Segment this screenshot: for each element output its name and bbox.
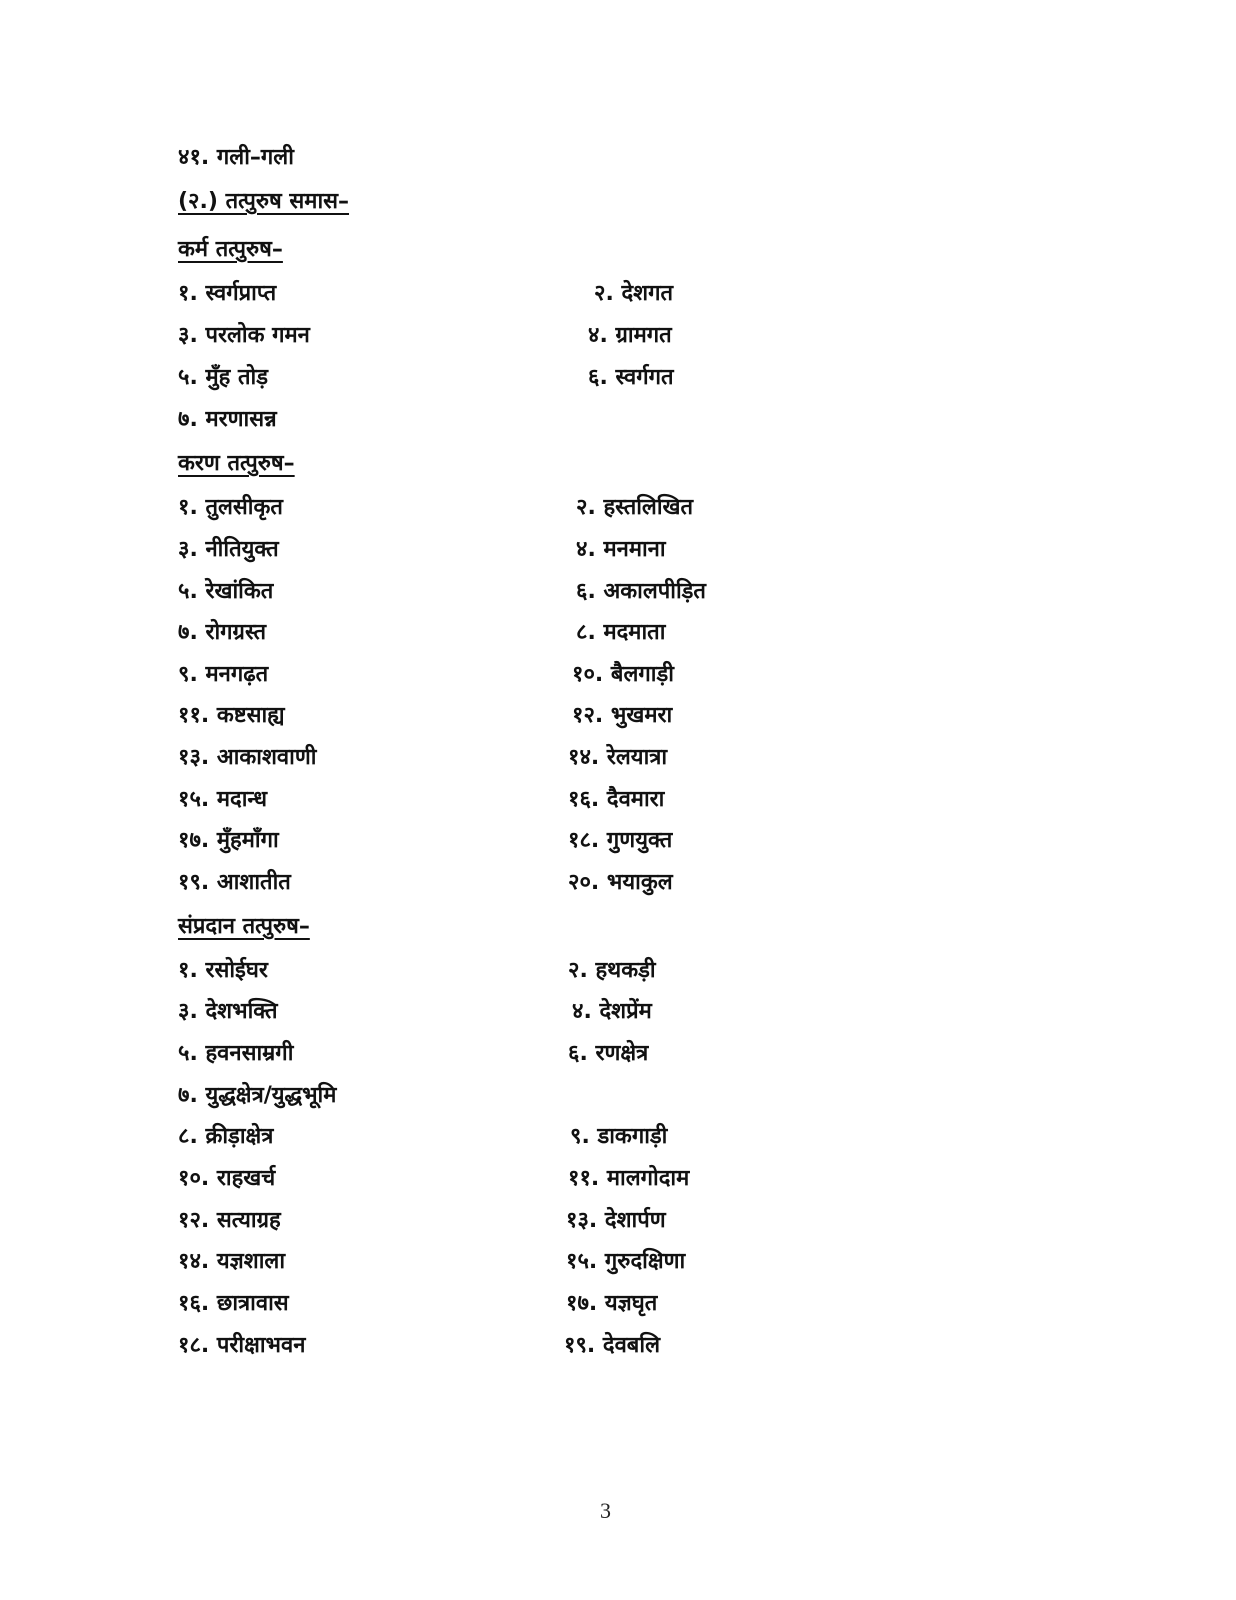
list-item: १०. राहखर्च bbox=[178, 1166, 276, 1191]
list-item: १५. गुरुदक्षिणा bbox=[566, 1249, 686, 1274]
list-item: ५. हवनसाम्रगी bbox=[178, 1041, 294, 1066]
list-item: ९. मनगढ़त bbox=[178, 662, 269, 687]
list-item: १५. मदान्ध bbox=[178, 787, 268, 812]
list-item: १. तुलसीकृत bbox=[178, 495, 283, 520]
list-item: १. रसोईघर bbox=[178, 958, 268, 983]
list-item: ८. मदमाता bbox=[576, 620, 666, 645]
section-title: (२.) तत्पुरुष समास– bbox=[178, 189, 350, 214]
sampradan-heading: संप्रदान तत्पुरुष– bbox=[178, 914, 310, 939]
list-item: १४. यज्ञशाला bbox=[178, 1249, 286, 1274]
list-item: १७. मुँहमाँगा bbox=[178, 828, 279, 853]
list-item: ११. मालगोदाम bbox=[568, 1166, 690, 1191]
list-item: १९. आशातीत bbox=[178, 870, 291, 895]
list-item: ६. स्वर्गगत bbox=[588, 365, 674, 390]
list-item: १३. देशार्पण bbox=[566, 1208, 666, 1233]
list-item: २. हस्तलिखित bbox=[576, 495, 694, 520]
list-item: ५. मुँह तोड़ bbox=[178, 365, 268, 390]
list-item: १३. आकाशवाणी bbox=[178, 745, 317, 770]
list-item: ३. परलोक गमन bbox=[178, 323, 310, 348]
list-item: १६. छात्रावास bbox=[178, 1291, 289, 1316]
list-item: ६. रणक्षेत्र bbox=[568, 1041, 649, 1066]
list-item: २०. भयाकुल bbox=[568, 870, 673, 895]
list-item: १. स्वर्गप्राप्त bbox=[178, 281, 277, 306]
list-item: १२. भुखमरा bbox=[572, 703, 673, 728]
list-item: ४. ग्रामगत bbox=[588, 323, 672, 348]
karan-heading: करण तत्पुरुष– bbox=[178, 451, 295, 476]
list-item: २. हथकड़ी bbox=[568, 958, 656, 983]
karm-heading: कर्म तत्पुरुष– bbox=[178, 237, 283, 262]
page-number: 3 bbox=[600, 1498, 611, 1523]
list-item: ५. रेखांकित bbox=[178, 579, 274, 604]
list-item: ७. युद्धक्षेत्र/युद्धभूमि bbox=[178, 1083, 337, 1108]
list-item: १२. सत्याग्रह bbox=[178, 1208, 281, 1233]
list-item: ७. रोगग्रस्त bbox=[178, 620, 267, 645]
list-item: ८. क्रीड़ाक्षेत्र bbox=[178, 1124, 274, 1149]
list-item: १९. देवबलि bbox=[564, 1333, 660, 1358]
list-item-41: ४१. गली–गली bbox=[178, 145, 294, 170]
list-item: १८. गुणयुक्त bbox=[568, 828, 673, 853]
list-item: ४. देशप्रेंम bbox=[572, 999, 652, 1024]
list-item: ९. डाकगाड़ी bbox=[570, 1124, 668, 1149]
list-item: २. देशगत bbox=[594, 281, 674, 306]
list-item: १०. बैलगाड़ी bbox=[572, 662, 674, 687]
list-item: ६. अकालपीड़ित bbox=[576, 579, 706, 604]
list-item: ३. देशभक्ति bbox=[178, 999, 278, 1024]
list-item: ४. मनमाना bbox=[576, 537, 666, 562]
list-item: १४. रेलयात्रा bbox=[568, 745, 668, 770]
list-item: ११. कष्टसाह्य bbox=[178, 703, 285, 728]
list-item: ७. मरणासन्न bbox=[178, 407, 277, 432]
list-item: १७. यज्ञघृत bbox=[566, 1291, 658, 1316]
list-item: १८. परीक्षाभवन bbox=[178, 1333, 306, 1358]
list-item: ३. नीतियुक्त bbox=[178, 537, 279, 562]
list-item: १६. दैवमारा bbox=[568, 787, 665, 812]
